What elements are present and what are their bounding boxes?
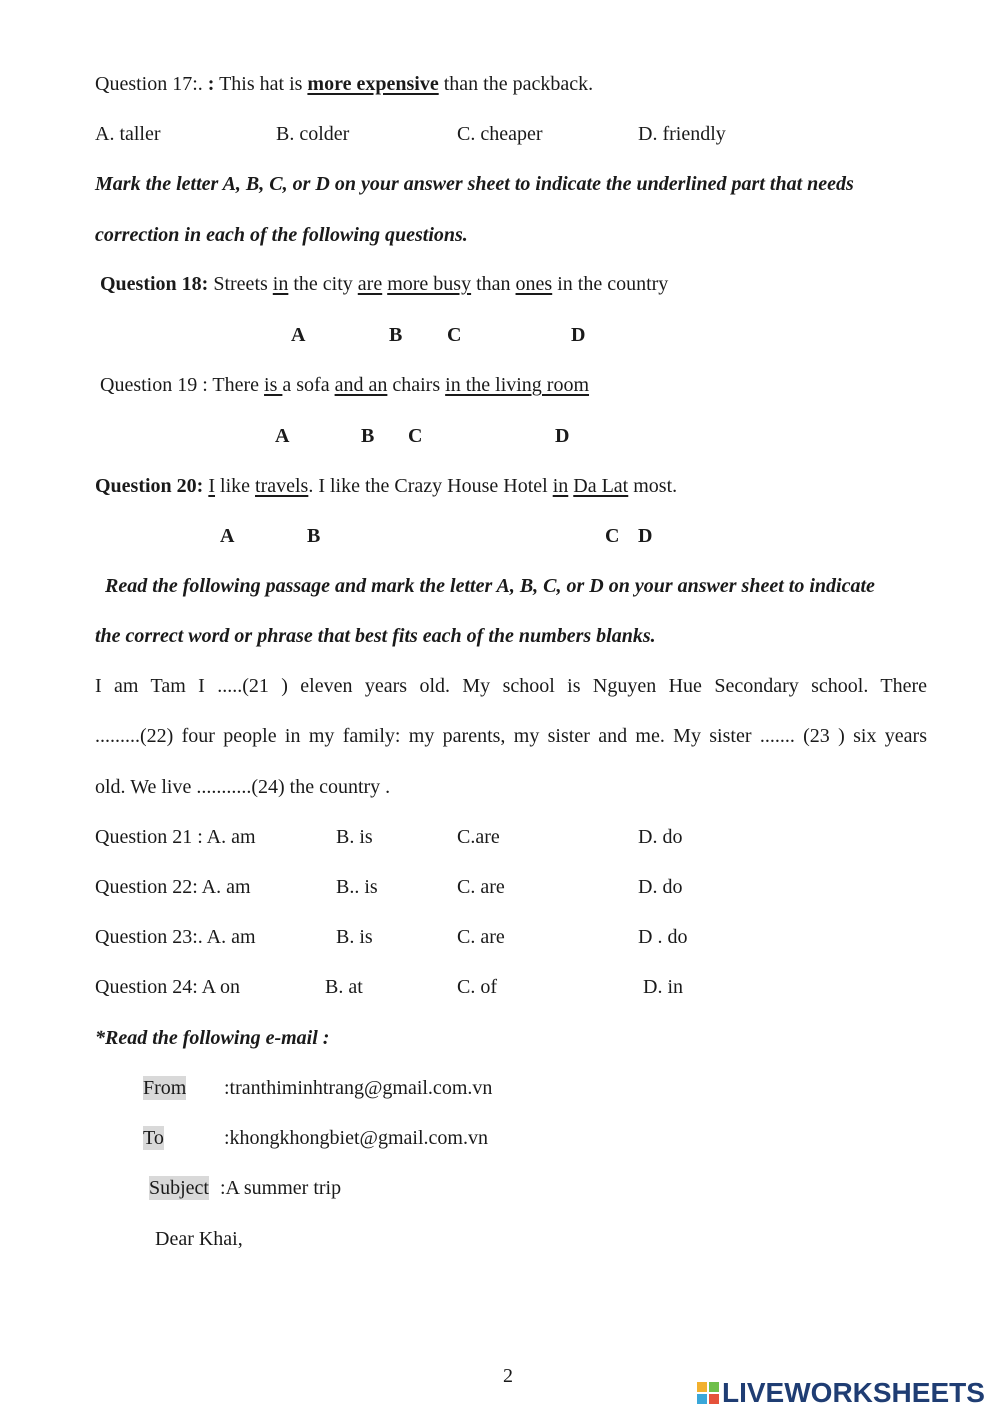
q17-option-c[interactable]: C. cheaper <box>457 123 543 145</box>
q19-underline-c: an <box>368 374 388 396</box>
q22-option-b[interactable]: B.. is <box>336 876 378 898</box>
q18-underline-b: are <box>357 273 383 295</box>
instruction-1-line-1: Mark the letter A, B, C, or D on your answer sheet to indicate the underlined part that needs <box>95 173 854 195</box>
q18-letter-c[interactable]: C <box>447 324 462 346</box>
q20-text: like <box>215 475 256 497</box>
q19-underline-d: in the living room <box>445 374 590 396</box>
liveworksheets-logo-icon <box>697 1382 719 1404</box>
instruction-2-line-2: the correct word or phrase that best fits each of the numbers blanks. <box>95 625 656 647</box>
q19-underline-a: is <box>264 374 283 396</box>
q20-label: Question 20: <box>95 475 204 497</box>
q18-letter-a[interactable]: A <box>291 324 306 346</box>
q20-letter-a[interactable]: A <box>220 525 235 547</box>
email-to-value: :khongkhongbiet@gmail.com.vn <box>224 1127 488 1149</box>
email-heading: *Read the following e-mail : <box>95 1027 330 1049</box>
q18-text: in the country <box>552 273 669 295</box>
email-from-value: :tranthiminhtrang@gmail.com.vn <box>224 1077 493 1099</box>
q23-option-d[interactable]: D . do <box>638 926 688 948</box>
q19-letter-d[interactable]: D <box>555 425 570 447</box>
q20-underline-c: in <box>552 475 569 497</box>
instruction-1-line-2: correction in each of the following questions. <box>95 224 468 246</box>
q19-underline-b: and <box>334 374 369 396</box>
q18-text: the city <box>288 273 358 295</box>
q21-option-b[interactable]: B. is <box>336 826 373 848</box>
q20-text: most. <box>628 475 678 497</box>
page-number: 2 <box>503 1365 513 1387</box>
q20-letter-d[interactable]: D <box>638 525 653 547</box>
email-from-label: From <box>143 1077 187 1099</box>
question-19 <box>100 373 589 397</box>
q20-letter-b[interactable]: B <box>307 525 321 547</box>
q17-option-b[interactable]: B. colder <box>276 123 350 145</box>
q23-option-a[interactable]: Question 23:. A. am <box>95 926 256 948</box>
q20-text: . I like the Crazy House Hotel <box>308 475 553 497</box>
q19-text: Question 19 : There <box>100 374 265 396</box>
q19-letter-a[interactable]: A <box>275 425 290 447</box>
q17-text-end: than the packback. <box>438 73 594 95</box>
q21-option-d[interactable]: D. do <box>638 826 683 848</box>
q18-letter-d[interactable]: D <box>571 324 586 346</box>
q17-colon: : <box>207 73 215 95</box>
q23-option-c[interactable]: C. are <box>457 926 505 948</box>
question-18 <box>100 272 668 296</box>
q23-option-b[interactable]: B. is <box>336 926 373 948</box>
q24-option-c[interactable]: C. of <box>457 976 497 998</box>
q17-label: Question 17:. <box>95 73 208 95</box>
q19-letter-c[interactable]: C <box>408 425 423 447</box>
q19-letter-b[interactable]: B <box>361 425 375 447</box>
question-17 <box>95 72 593 96</box>
q18-label: Question 18: <box>100 273 209 295</box>
liveworksheets-logo[interactable] <box>697 1378 985 1408</box>
q20-underline-d: Da Lat <box>573 475 629 497</box>
passage-line-3: old. We live ...........(24) the country . <box>95 776 391 798</box>
q21-option-a[interactable]: Question 21 : A. am <box>95 826 256 848</box>
q24-option-d[interactable]: D. in <box>643 976 683 998</box>
q18-underline-a: in <box>272 273 289 295</box>
q19-text: a sofa <box>282 374 335 396</box>
q24-option-b[interactable]: B. at <box>325 976 363 998</box>
q22-option-c[interactable]: C. are <box>457 876 505 898</box>
q22-option-d[interactable]: D. do <box>638 876 683 898</box>
q20-underline-b: travels <box>255 475 309 497</box>
passage-line-2: .........(22) four people in my family: my parents, my sister and me. My sister ....... (23 ) six years <box>95 725 927 747</box>
q17-option-d[interactable]: D. friendly <box>638 123 726 145</box>
q17-underlined: more expensive <box>307 73 439 95</box>
q18-underline-c: more busy <box>387 273 472 295</box>
passage-line-1: I am Tam I .....(21 ) eleven years old. My school is Nguyen Hue Secondary school. There <box>95 675 927 697</box>
email-subject-label: Subject <box>149 1177 209 1199</box>
q18-letter-b[interactable]: B <box>389 324 403 346</box>
instruction-2-line-1: Read the following passage and mark the letter A, B, C, or D on your answer sheet to indicate <box>105 575 875 597</box>
liveworksheets-logo-text: LIVEWORKSHEETS <box>722 1377 985 1408</box>
q18-underline-d: ones <box>515 273 553 295</box>
q24-option-a[interactable]: Question 24: A on <box>95 976 241 998</box>
q18-text: Streets <box>208 273 273 295</box>
question-20 <box>95 474 677 498</box>
q17-option-a[interactable]: A. taller <box>95 123 161 145</box>
q17-text: This hat is <box>214 73 308 95</box>
q19-text: chairs <box>387 374 446 396</box>
q18-text: than <box>471 273 516 295</box>
q22-option-a[interactable]: Question 22: A. am <box>95 876 251 898</box>
q20-letter-c[interactable]: C <box>605 525 620 547</box>
email-greeting: Dear Khai, <box>155 1228 243 1250</box>
q21-option-c[interactable]: C.are <box>457 826 500 848</box>
q20-underline-a: I <box>208 475 216 497</box>
email-subject-value: :A summer trip <box>220 1177 342 1199</box>
email-to-label: To <box>143 1127 164 1149</box>
